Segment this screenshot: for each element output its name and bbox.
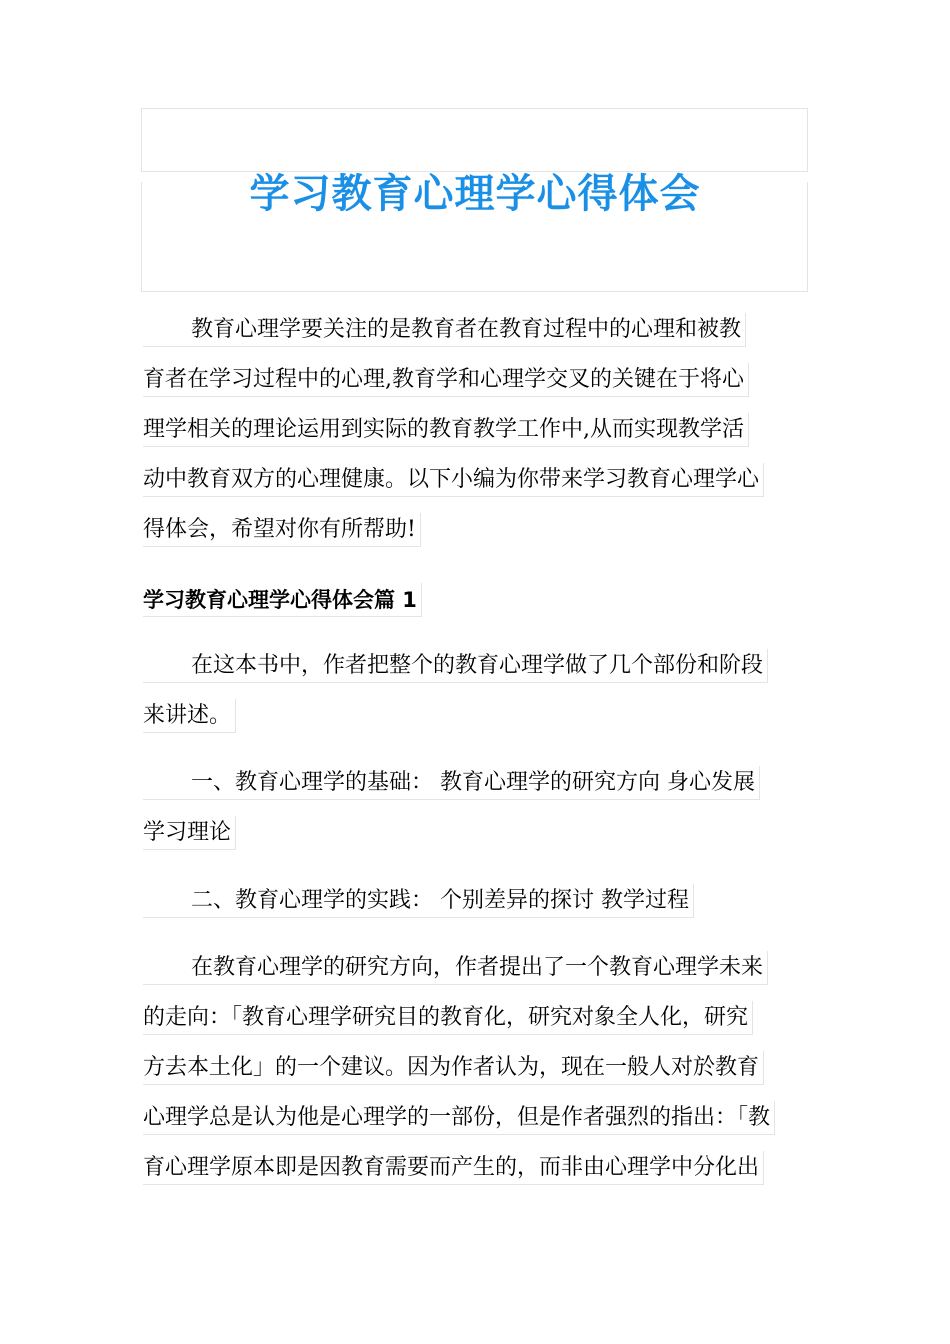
para3-line-1: 二、教育心理学的实践： 个别差异的探讨 教学过程 (143, 884, 694, 918)
title-frame-top (141, 108, 808, 172)
para4-line-1: 在教育心理学的研究方向，作者提出了一个教育心理学未来 (143, 951, 768, 985)
intro-line-1: 教育心理学要关注的是教育者在教育过程中的心理和被教 (143, 313, 746, 347)
para1-line-1: 在这本书中，作者把整个的教育心理学做了几个部份和阶段 (143, 649, 768, 683)
para4-line-5: 育心理学原本即是因教育需要而产生的，而非由心理学中分化出 (143, 1151, 764, 1185)
intro-line-5: 得体会，希望对你有所帮助! (143, 513, 421, 547)
section-heading: 学习教育心理学心得体会篇 1 (143, 583, 422, 617)
intro-line-3: 理学相关的理论运用到实际的教育教学工作中,从而实现教学活 (143, 413, 749, 447)
para1-line-2: 来讲述。 (143, 699, 236, 733)
para4-line-2: 的走向：「教育心理学研究目的教育化，研究对象全人化，研究 (143, 1001, 753, 1035)
intro-line-4: 动中教育双方的心理健康。以下小编为你带来学习教育心理学心 (143, 463, 764, 497)
document-title: 学习教育心理学心得体会 (249, 171, 701, 217)
para4-line-4: 心理学总是认为他是心理学的一部份，但是作者强烈的指出：「教 (143, 1101, 775, 1135)
para4-line-3: 方去本土化」的一个建议。因为作者认为，现在一般人对於教育 (143, 1051, 764, 1085)
para2-line-1: 一、教育心理学的基础： 教育心理学的研究方向 身心发展 (143, 766, 760, 800)
intro-line-2: 育者在学习过程中的心理,教育学和心理学交叉的关键在于将心 (143, 363, 749, 397)
para2-line-2: 学习理论 (143, 816, 236, 850)
